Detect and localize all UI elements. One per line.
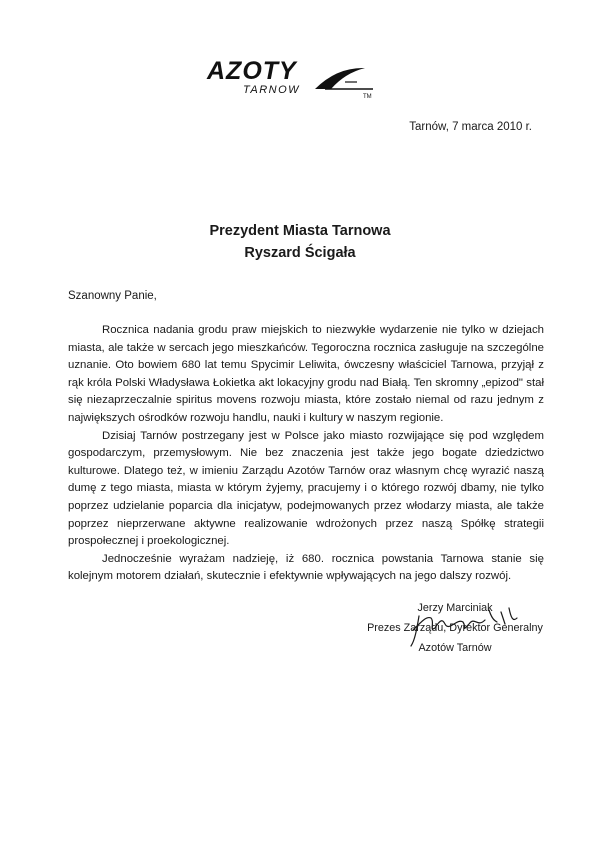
signer-company: Azotów Tarnów xyxy=(418,642,492,654)
signer-title: Prezes Zarządu, Dyrektor Generalny xyxy=(367,622,543,634)
logo-tm-text: TM xyxy=(363,94,372,99)
paragraph: Jednocześnie wyrażam nadzieję, iż 680. rocznica powstania Tarnowa stanie się kolejnym motorem działań, skutecznie i efektywnie wpływających na jego dalszy rozwój. xyxy=(68,552,544,583)
logo-brand-text: AZOTY xyxy=(207,57,297,85)
letter-date: Tarnów, 7 marca 2010 r. xyxy=(409,121,532,133)
paragraph: Rocznica nadania grodu praw miejskich to niezwykłe wydarzenie nie tylko w dziejach miasta, ale także w sercach jego mieszkańców. Tegoroczna rocznica zasługuje na szczególne uznanie. Oto bowiem 680 lat temu Spycimir Leliwita, ówczesny właściciel Tarnowa, przyjął z rąk króla Polski Władysława Łokietka akt lokacyjny grodu nad Białą. Ten skromny „epizod" stał się niezaprzeczalnie spiritus movens rozwoju miasta, które zostało niemal od razu jednym z największych ośrodków rozwoju handlu, nauki i kultury w naszym regionie. xyxy=(68,324,544,424)
paragraph: Dzisiaj Tarnów postrzegany jest w Polsce jako miasto rozwijające się pod względem gospodarczym, przemysłowym. Nie bez znaczenia jest także jego bogate dziedzictwo kulturowe. Dlatego też, w imieniu Zarządu Azotów Tarnów oraz własnym chcę wyrazić naszą dumę z tego miasta, miasta w którym żyjemy, pracujemy i o którego rozwój dbamy, nie tylko poprzez udzielanie poparcia dla inicjatyw, podejmowanych przez włodarzy miasta, ale także poprzez nieprzerwane aktywne realizowanie wdrożonych przez naszą Spółkę strategii prospołecznej i proekologicznej. xyxy=(68,429,544,548)
recipient-name: Ryszard Ścigała xyxy=(244,245,356,261)
logo-swoosh-icon xyxy=(315,68,373,89)
signature-block xyxy=(355,598,555,658)
logo-sub-text: TARNOW xyxy=(243,84,301,96)
signer-name: Jerzy Marciniak xyxy=(417,602,493,614)
letter-greeting: Szanowny Panie, xyxy=(68,290,157,302)
company-logo xyxy=(205,55,385,99)
recipient-title: Prezydent Miasta Tarnowa xyxy=(209,223,391,239)
letter-body xyxy=(68,322,544,586)
recipient-block xyxy=(0,220,600,264)
